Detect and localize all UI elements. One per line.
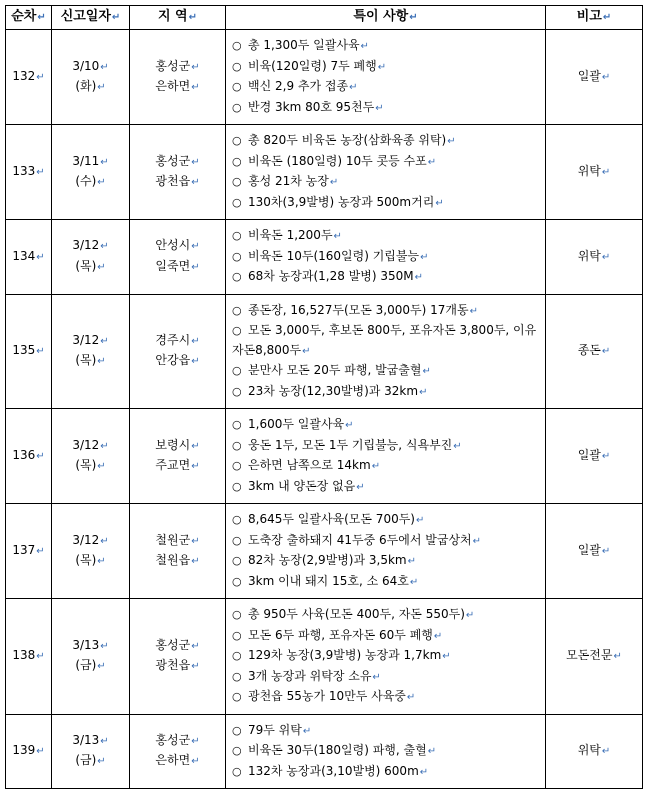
circle-bullet-icon: ○ [232,479,242,493]
table-row [6,409,643,504]
circle-bullet-icon: ○ [232,270,242,283]
cell-remark: 일괄↵ [546,30,643,125]
note-item: ○ 129차 농장(3,9발병) 농장과 1,7km↵ [232,646,541,667]
cell-region: 홍성군↵ 은하면↵ [130,714,226,789]
note-item: ○ 비육돈 1,200두↵ [232,226,541,247]
circle-bullet-icon: ○ [232,100,242,114]
cell-remark: 모돈전문↵ [546,599,643,715]
cell-notes [226,599,546,715]
note-item: ○ 종돈장, 16,527두(모돈 3,000두) 17개동↵ [232,301,541,322]
cell-date: 3/12↵ (목)↵ [52,220,130,295]
note-item: ○ 모돈 3,000두, 후보돈 800두, 포유자돈 3,800두, 이유자돈8,800두↵ [232,323,537,357]
cell-notes [226,714,546,789]
cell-date: 3/12↵ (목)↵ [52,504,130,599]
cell-no: 136↵ [6,409,52,504]
cell-date: 3/10↵ (화)↵ [52,30,130,125]
note-item: ○ 1,600두 일괄사육↵ [232,415,541,436]
circle-bullet-icon: ○ [232,744,242,757]
note-item: ○ 광천읍 55농가 10만두 사육중↵ [232,687,541,708]
note-item: ○ 웅돈 1두, 모돈 1두 기립불능, 식욕부진↵ [232,436,541,457]
cell-no: 139↵ [6,714,52,789]
cell-remark: 종돈↵ [546,294,643,409]
circle-bullet-icon: ○ [232,195,242,209]
cell-region: 경주시↵ 안강읍↵ [130,294,226,409]
note-item: ○ 비육돈 (180일령) 10두 콧등 수포↵ [232,152,541,173]
cell-remark: 위탁↵ [546,125,643,220]
note-item: ○ 132차 농장과(3,10발병) 600m↵ [232,762,541,783]
circle-bullet-icon: ○ [232,554,242,567]
circle-bullet-icon: ○ [232,418,242,431]
table-row [6,125,643,220]
note-item: ○ 82차 농장(2,9발병)과 3,5km↵ [232,551,541,572]
cell-remark: 일괄↵ [546,409,643,504]
note-item: ○ 반경 3km 80호 95천두↵ [232,98,541,119]
cell-no: 135↵ [6,294,52,409]
cell-region: 홍성군↵ 광천읍↵ [130,125,226,220]
note-item: ○ 8,645두 일괄사육(모돈 700두)↵ [232,510,541,531]
note-item: ○ 홍성 21차 농장↵ [232,172,541,193]
circle-bullet-icon: ○ [232,669,242,683]
table-row [6,714,643,789]
circle-bullet-icon: ○ [232,513,242,526]
circle-bullet-icon: ○ [232,533,242,547]
circle-bullet-icon: ○ [232,628,242,642]
table-row [6,294,643,409]
note-item: ○ 비육돈 30두(180일령) 파행, 출혈↵ [232,741,541,762]
header-date: 신고일자↵ [52,6,130,30]
cell-notes [226,30,546,125]
note-item: ○ 3km 이내 돼지 15호, 소 64호↵ [232,572,541,593]
note-item: ○ 130차(3,9발병) 농장과 500m거리↵ [232,193,541,214]
cell-date: 3/13↵ (금)↵ [52,714,130,789]
note-item: ○ 79두 위탁↵ [232,721,541,742]
circle-bullet-icon: ○ [232,690,242,703]
cell-no: 137↵ [6,504,52,599]
header-no: 순차↵ [6,6,52,30]
header-remark: 비고↵ [546,6,643,30]
table-row [6,220,643,295]
circle-bullet-icon: ○ [232,608,242,621]
circle-bullet-icon: ○ [232,303,242,317]
circle-bullet-icon: ○ [232,384,242,398]
cell-date: 3/11↵ (수)↵ [52,125,130,220]
cell-notes [226,294,546,409]
circle-bullet-icon: ○ [232,364,242,377]
cell-remark: 위탁↵ [546,220,643,295]
circle-bullet-icon: ○ [232,438,242,452]
cell-region: 보령시↵ 주교면↵ [130,409,226,504]
note-item: ○ 은하면 남쪽으로 14km↵ [232,456,541,477]
cell-remark: 위탁↵ [546,714,643,789]
note-item: ○ 총 1,300두 일괄사육↵ [232,36,541,57]
circle-bullet-icon: ○ [232,175,242,188]
circle-bullet-icon: ○ [232,324,242,337]
circle-bullet-icon: ○ [232,574,242,588]
cell-region: 홍성군↵ 광천읍↵ [130,599,226,715]
note-item: ○ 3km 내 양돈장 없음↵ [232,477,541,498]
header-row [6,6,643,30]
cell-remark: 일괄↵ [546,504,643,599]
note-item: ○ 모돈 6두 파행, 포유자돈 60두 폐행↵ [232,626,541,647]
circle-bullet-icon: ○ [232,764,242,778]
note-item: ○ 총 950두 사육(모돈 400두, 자돈 550두)↵ [232,605,541,626]
cell-notes [226,409,546,504]
cell-no: 134↵ [6,220,52,295]
table-row [6,30,643,125]
note-item: ○ 도축장 출하돼지 41두중 6두에서 발굽상처↵ [232,531,541,552]
cell-region: 철원군↵ 철원읍↵ [130,504,226,599]
cell-notes [226,220,546,295]
note-item: ○ 3개 농장과 위탁장 소유↵ [232,667,541,688]
circle-bullet-icon: ○ [232,229,242,242]
cell-notes [226,504,546,599]
cell-date: 3/12↵ (목)↵ [52,409,130,504]
note-item: ○ 백신 2,9 추가 접종↵ [232,77,541,98]
circle-bullet-icon: ○ [232,154,242,168]
note-item: ○ 비육(120일령) 7두 폐행↵ [232,57,541,78]
note-item: ○ 총 820두 비육돈 농장(삼화육종 위탁)↵ [232,131,541,152]
table-row [6,504,643,599]
note-item: ○ 68차 농장과(1,28 발병) 350M↵ [232,267,541,288]
cell-region: 안성시↵ 일죽면↵ [130,220,226,295]
cell-date: 3/12↵ (목)↵ [52,294,130,409]
note-item: ○ 비육돈 10두(160일령) 기립불능↵ [232,247,541,268]
cell-notes [226,125,546,220]
circle-bullet-icon: ○ [232,80,242,93]
header-region: 지 역↵ [130,6,226,30]
circle-bullet-icon: ○ [232,249,242,263]
circle-bullet-icon: ○ [232,649,242,662]
note-item: ○ 분만사 모돈 20두 파행, 발굽출혈↵ [232,361,541,382]
circle-bullet-icon: ○ [232,723,242,737]
circle-bullet-icon: ○ [232,39,242,52]
cell-no: 138↵ [6,599,52,715]
cell-no: 132↵ [6,30,52,125]
cell-date: 3/13↵ (금)↵ [52,599,130,715]
circle-bullet-icon: ○ [232,459,242,472]
header-notes: 특이 사항↵ [226,6,546,30]
circle-bullet-icon: ○ [232,59,242,73]
circle-bullet-icon: ○ [232,134,242,147]
table-row [6,599,643,715]
outbreak-table [5,5,643,789]
cell-no: 133↵ [6,125,52,220]
cell-region: 홍성군↵ 은하면↵ [130,30,226,125]
note-item: ○ 23차 농장(12,30발병)과 32km↵ [232,382,541,403]
